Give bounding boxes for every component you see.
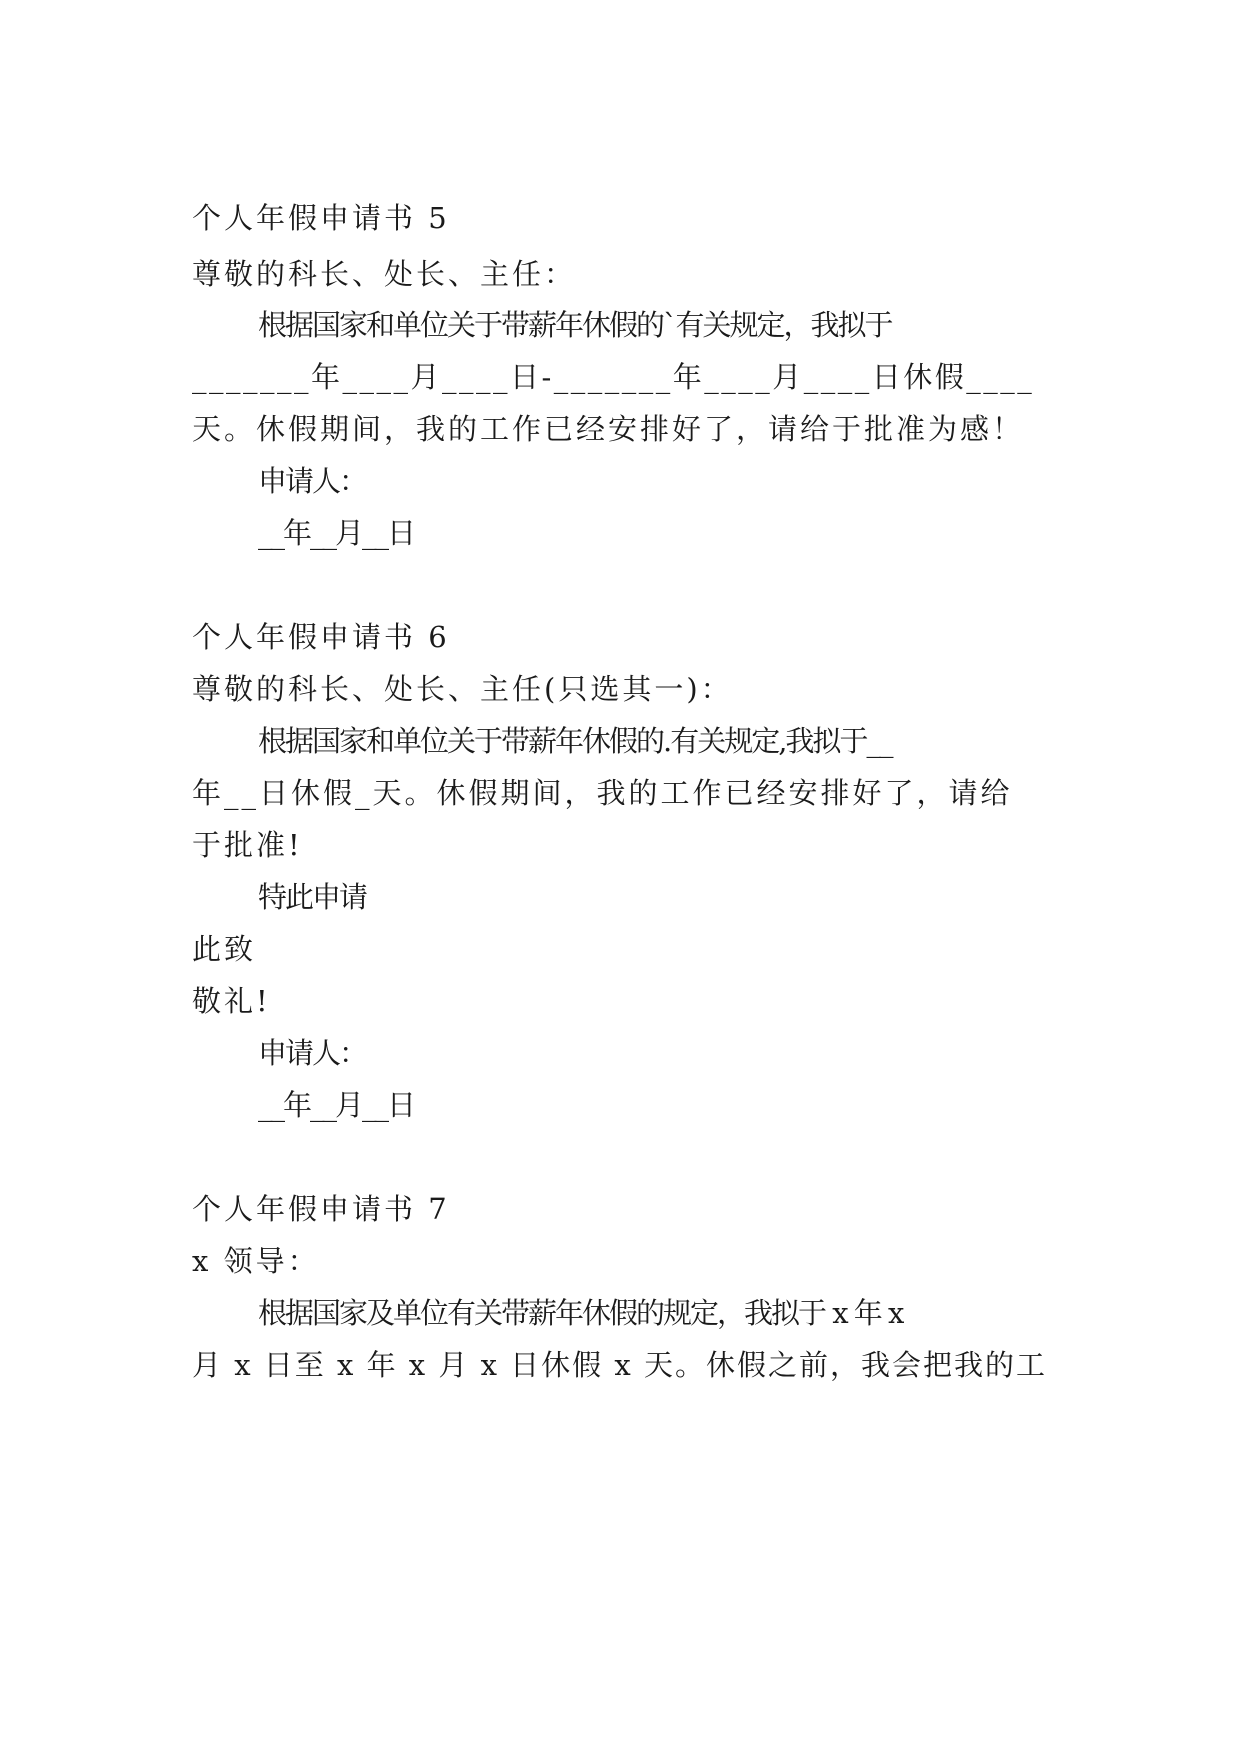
body-line: 根据国家和单位关于带薪年休假的.有关规定,我拟于__ <box>258 724 892 758</box>
section-title: 个人年假申请书 5 <box>192 201 450 235</box>
closing-line: 此致 <box>192 932 257 966</box>
body-line: 天。休假期间，我的工作已经安排好了，请给于批准为感！ <box>192 412 1025 446</box>
salutation: x 领导： <box>192 1244 320 1278</box>
body-line: 于批准! <box>192 828 303 862</box>
closing-line: 特此申请 <box>258 880 367 914</box>
body-line: 根据国家及单位有关带薪年休假的规定，我拟于 x 年 x <box>258 1296 903 1330</box>
applicant-label: 申请人： <box>258 1036 367 1070</box>
section-title: 个人年假申请书 6 <box>192 620 450 654</box>
closing-line: 敬礼! <box>192 984 271 1018</box>
body-line: 根据国家和单位关于带薪年休假的`有关规定，我拟于 <box>258 308 892 342</box>
body-line: _______年____月____日-_______年____月____日休假____ <box>192 360 1035 394</box>
body-line: 月 x 日至 x 年 x 月 x 日休假 x 天。休假之前，我会把我的工 <box>192 1348 1047 1382</box>
salutation: 尊敬的科长、处长、主任(只选其一)： <box>192 672 733 706</box>
body-line: 年__日休假_天。休假期间，我的工作已经安排好了，请给 <box>192 776 1013 810</box>
date-line: __年__月__日 <box>258 1088 415 1122</box>
applicant-label: 申请人： <box>258 464 367 498</box>
section-title: 个人年假申请书 7 <box>192 1192 450 1226</box>
date-line: __年__月__日 <box>258 516 415 550</box>
salutation: 尊敬的科长、处长、主任： <box>192 257 577 291</box>
